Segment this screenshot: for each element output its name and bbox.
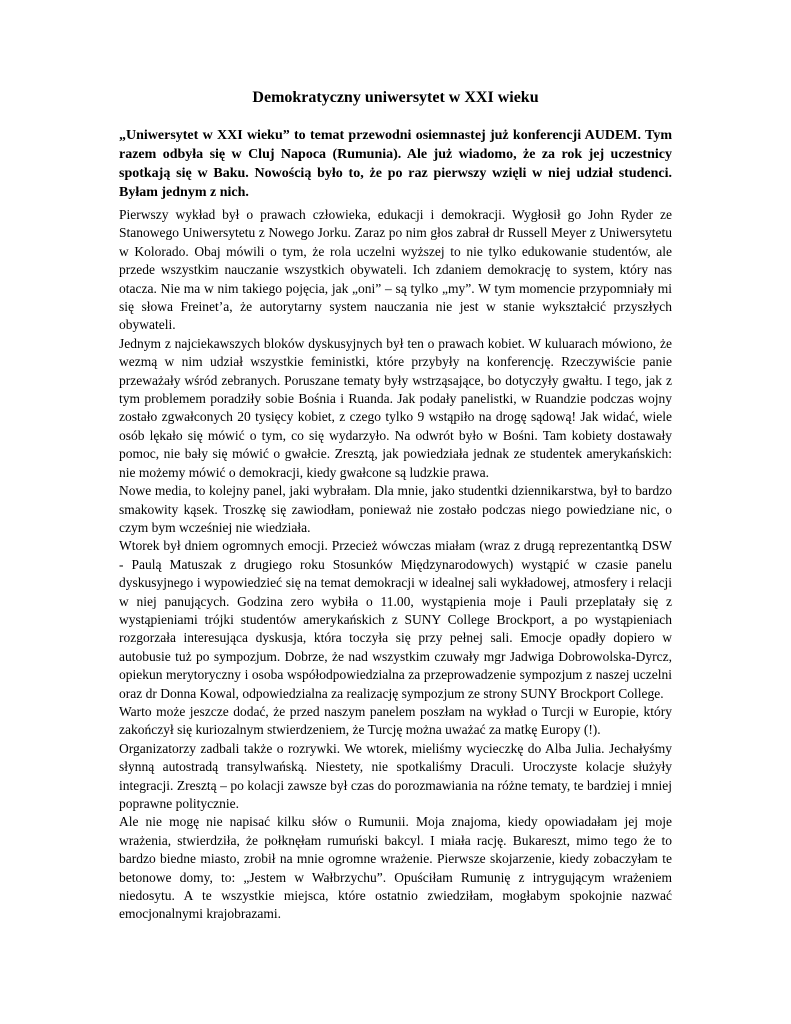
paragraph-new-media: Nowe media, to kolejny panel, jaki wybrałam. Dla mnie, jako studentki dziennikarstwa, był to bardzo smakowity kąsek. Troszkę się zawiodłam, ponieważ nie zostało podczas niego powiedziane nic, o czym bym wcześniej nie wiedziała. — [119, 483, 672, 535]
paragraph-romania: Ale nie mogę nie napisać kilku słów o Rumunii. Moja znajoma, kiedy opowiadałam jej moje wrażenia, stwierdziła, że połknęłam rumuński bakcyl. I miała rację. Bukareszt, mimo tego że to bardzo biedne miasto, zrobił na mnie ogromne wrażenie. Pierwsze skojarzenie, kiedy zobaczyłam te betonowe domy, to: „Jestem w Wałbrzychu”. Opuściłam Rumunię z intrygującym wrażeniem niedosytu. A te wszystkie miejsca, które ostatnio zwiedziłam, mogłabym spokojnie nazwać emocjonalnymi krajobrazami. — [119, 814, 672, 922]
paragraph-turkey-lecture: Warto może jeszcze dodać, że przed naszym panelem poszłam na wykład o Turcji w Europie, który zakończył się kuriozalnym stwierdzeniem, że Turcję można uważać za matkę Europy (!). — [119, 703, 672, 738]
paragraph-women-rights: Jednym z najciekawszych bloków dyskusyjnych był ten o prawach kobiet. W kuluarach mówiono, że wezmą w nim udział wszystkie feministki, które przybyły na konferencję. Rzeczywiście panie przeważały wśród zebranych. Poruszane tematy były wstrząsające, bo dotyczyły gwałtu. I tego, jak z tym problemem poradziły sobie Bośnia i Ruanda. Jak podały panelistki, w Ruandzie podczas wojny zostało zgwałconych 20 tysięcy kobiet, z czego tylko 9 wstąpiło na drogę sądową! Jak widać, wiele osób lękało się mówić o tym, co się wydarzyło. Na odwrót było w Bośni. Tam kobiety dostawały pomoc, nie bały się mówić o gwałcie. Zresztą, jak powiedziała jednak ze studentek amerykańskich: nie możemy mówić o demokracji, kiedy gwałcone są ludzkie prawa. — [119, 335, 672, 480]
paragraph-tuesday: Wtorek był dniem ogromnych emocji. Przecież wówczas miałam (wraz z drugą reprezentantką DSW - Paulą Matuszak z drugiego roku Stosunków Międzynarodowych) wystąpić w czasie panelu dyskusyjnego i wypowiedzieć się na temat demokracji w idealnej sali wykładowej, atmosfery i relacji w niej panujących. Godzina zero wybiła o 11.00, wystąpienia moje i Pauli przeplatały się z wystąpieniami trójki studentów amerykańskich z SUNY College Brockport, a po wystąpieniach rozgorzała interesująca dyskusja, która toczyła się przy pełnej sali. Emocje opadły dopiero w autobusie tuż po sympozjum. Dobrze, że nad wszystkim czuwały mgr Jadwiga Dobrowolska-Dyrcz, opiekun merytoryczny i osoba współodpowiedzialna za przeprowadzenie sympozjum z naszej uczelni oraz dr Donna Kowal, odpowiedzialna za realizację sympozjum ze strony SUNY Brockport College. — [119, 538, 672, 701]
article-body — [119, 206, 672, 924]
lead-paragraph: „Uniwersytet w XXI wieku” to temat przewodni osiemnastej już konferencji AUDEM. Tym razem odbyła się w Cluj Napoca (Rumunia). Ale już wiadomo, że za rok jej uczestnicy spotkają się w Baku. Nowością było to, że po raz pierwszy wzięli w niej udział studenci. Byłam jednym z nich. — [119, 128, 672, 200]
paragraph-human-rights: Pierwszy wykład był o prawach człowieka, edukacji i demokracji. Wygłosił go John Ryder ze Stanowego Uniwersytetu z Nowego Jorku. Zaraz po nim głos zabrał dr Russell Meyer z Uniwersytetu w Kolorado. Obaj mówili o tym, że rola uczelni wyższej to nie tylko edukowanie studentów, ale przede wszystkim nauczanie wszystkich obywateli. Ich zdaniem demokrację to system, który nas otacza. Nie ma w nim takiego pojęcia, jak „oni” – są tylko „my”. W tym momencie przypomniały mi się słowa Freinet’a, że autorytarny system nauczania nie jest w stanie wykształcić przyszłych obywateli. — [119, 207, 672, 333]
document-title: Demokratyczny uniwersytet w XXI wieku — [252, 89, 539, 106]
paragraph-entertainment: Organizatorzy zadbali także o rozrywki. We wtorek, mieliśmy wycieczkę do Alba Julia. Jechałyśmy słynną autostradą transylwańską. Niestety, nie spotkaliśmy Draculi. Uroczyste kolacje służyły integracji. Zresztą – po kolacji zawsze był czas do porozmawiania na różne tematy, te bardziej i mniej poprawne politycznie. — [119, 740, 672, 811]
